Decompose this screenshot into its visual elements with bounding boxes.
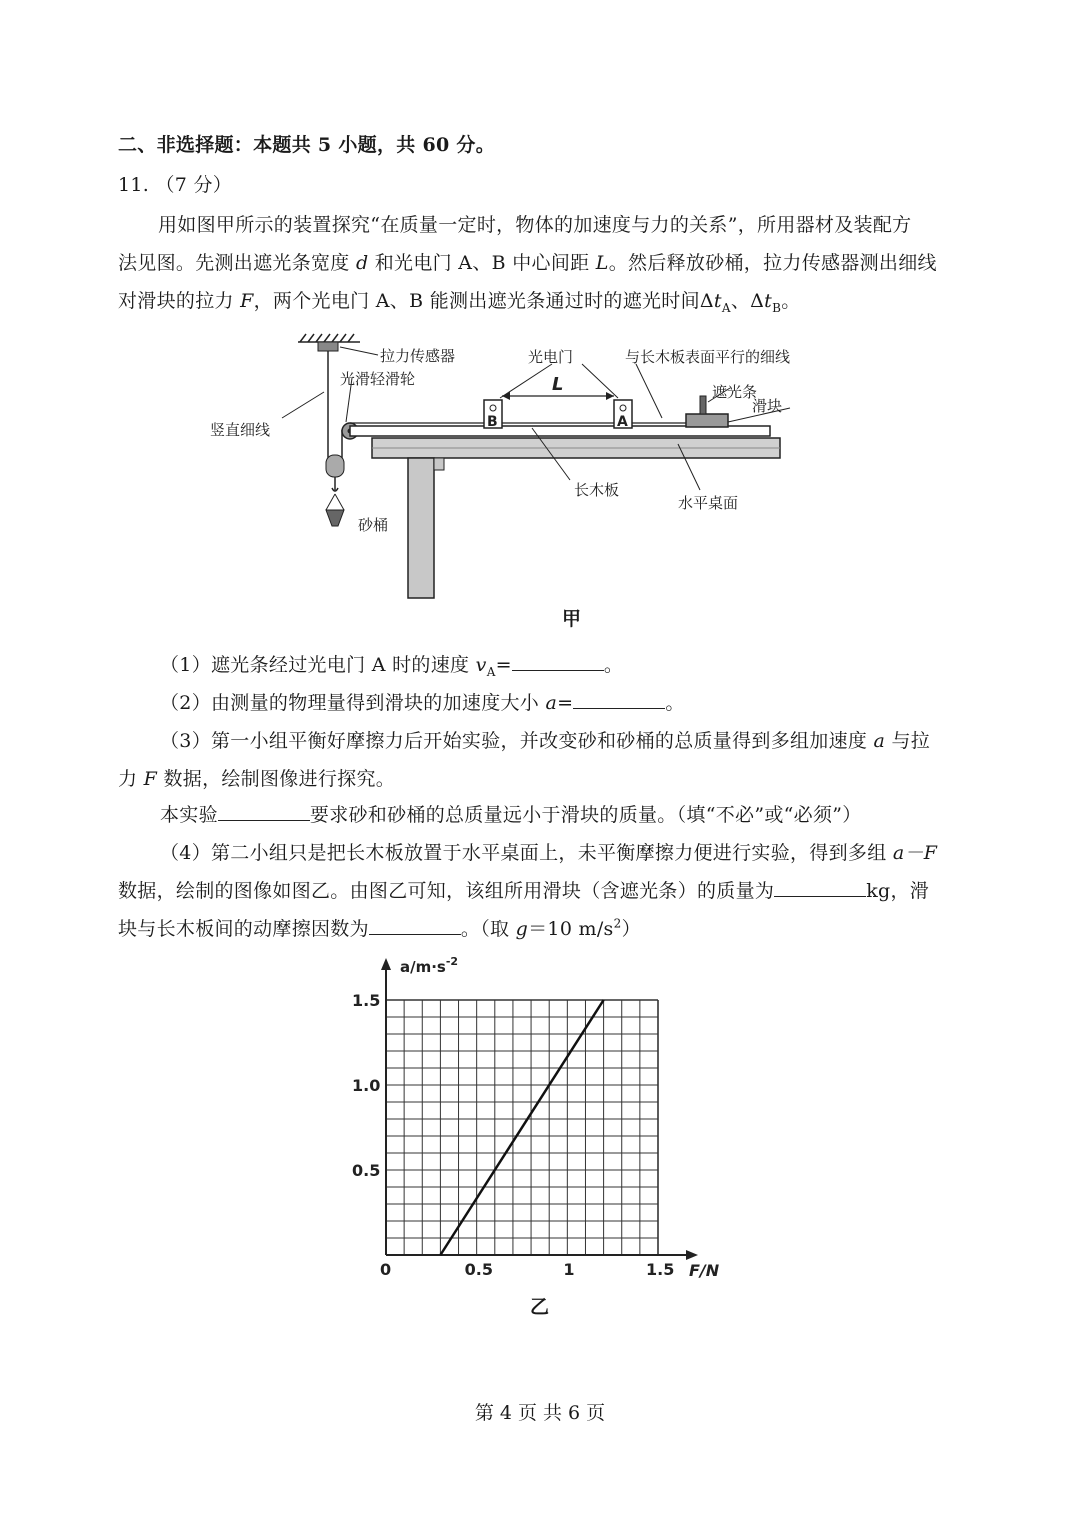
intro-line-2: 法见图。先测出遮光条宽度 d 和光电门 A、B 中心间距 L。然后释放砂桶，拉力传感器测出细线 [118, 252, 937, 274]
label-long-board: 长木板 [574, 481, 620, 499]
part-2: （2）由测量的物理量得到滑块的加速度大小 a= 。 [160, 692, 685, 714]
part-4-line-1: （4）第二小组只是把长木板放置于水平桌面上，未平衡摩擦力便进行实验，得到多组 a－F [160, 842, 938, 864]
y-tick-label: 1.5 [352, 991, 381, 1010]
part-4-line-2: 数据，绘制的图像如图乙。由图乙可知，该组所用滑块（含遮光条）的质量为 kg，滑 [118, 880, 930, 902]
answer-blank-5[interactable] [369, 916, 461, 935]
slider [686, 414, 728, 427]
svg-text:B: B [487, 414, 498, 430]
x-tick-label: 1 [563, 1260, 575, 1279]
label-photogate: 光电门 [528, 348, 574, 366]
x-tick-label: 0.5 [464, 1260, 494, 1279]
af-graph [340, 950, 720, 1280]
graph-axes [381, 958, 698, 1260]
answer-blank-1[interactable] [512, 652, 604, 671]
part-4-line-3: 块与长木板间的动摩擦因数为 。（取 g＝10 $m/s^2$） [118, 916, 641, 940]
part-3-line-1: （3）第一小组平衡好摩擦力后开始实验，并改变砂和砂桶的总质量得到多组加速度 a 与拉 [160, 730, 931, 752]
svg-text:A: A [617, 414, 628, 430]
x-tick-label: 1.5 [646, 1260, 675, 1279]
y-axis-arrow [381, 958, 391, 970]
movable-pulley [326, 455, 344, 491]
y-tick-label: 1.0 [352, 1076, 381, 1095]
y-tick-label: 0.5 [352, 1161, 381, 1180]
question-number-line [118, 170, 232, 197]
intro-line-1: 用如图甲所示的装置探究“在质量一定时，物体的加速度与力的关系”，所用器材及装配方 [158, 214, 912, 236]
figure-jia-caption: 甲 [562, 608, 582, 630]
label-table: 水平桌面 [678, 494, 739, 512]
label-slider: 滑块 [752, 397, 783, 415]
answer-blank-3[interactable] [218, 802, 310, 821]
label-parallel-string: 与长木板表面平行的细线 [625, 348, 791, 366]
x-axis-arrow [686, 1250, 698, 1260]
x-axis-label: F/N [689, 1261, 720, 1280]
origin-label: 0 [380, 1260, 392, 1279]
force-sensor [318, 342, 338, 351]
part-3-line-3: 本实验 要求砂和砂桶的总质量远小于滑块的质量。（填“不必”或“必须”） [160, 804, 862, 826]
label-vertical-string: 竖直细线 [210, 421, 271, 439]
distance-label: L [552, 374, 564, 395]
photogate-a [614, 400, 632, 430]
apparatus-figure [200, 330, 800, 600]
table-leg [408, 458, 434, 598]
part-3-line-2: 力 F 数据，绘制图像进行探究。 [118, 768, 396, 790]
question-number: 11. [118, 174, 150, 196]
section-header: 二、非选择题：本题共 5 小题，共 60 分。 [118, 134, 496, 156]
sand-bucket [326, 494, 344, 526]
label-sand-bucket: 砂桶 [358, 516, 389, 534]
label-pulley: 光滑轻滑轮 [340, 370, 416, 388]
shade-strip [700, 396, 706, 414]
question-points: （7 分） [155, 174, 233, 196]
intro-line-3: 对滑块的拉力 F，两个光电门 A、B 能测出遮光条通过时的遮光时间$\Delta t_A$、$\Delta t_B$。 [118, 290, 801, 315]
page-footer: 第 4 页 共 6 页 [474, 1402, 606, 1424]
label-force-sensor: 拉力传感器 [380, 347, 456, 365]
y-axis-label: $a/m\cdot s^{-2}$ [400, 955, 459, 976]
ceiling [298, 334, 360, 342]
label-shade-strip: 遮光条 [712, 383, 758, 401]
part-1: （1）遮光条经过光电门 A 时的速度 $v_A=$ 。 [160, 654, 624, 679]
figure-yi-caption: 乙 [530, 1296, 550, 1318]
series-line-a-F [440, 1000, 603, 1255]
answer-blank-2[interactable] [573, 690, 665, 709]
answer-blank-4[interactable] [774, 878, 866, 897]
photogate-b [484, 400, 502, 430]
